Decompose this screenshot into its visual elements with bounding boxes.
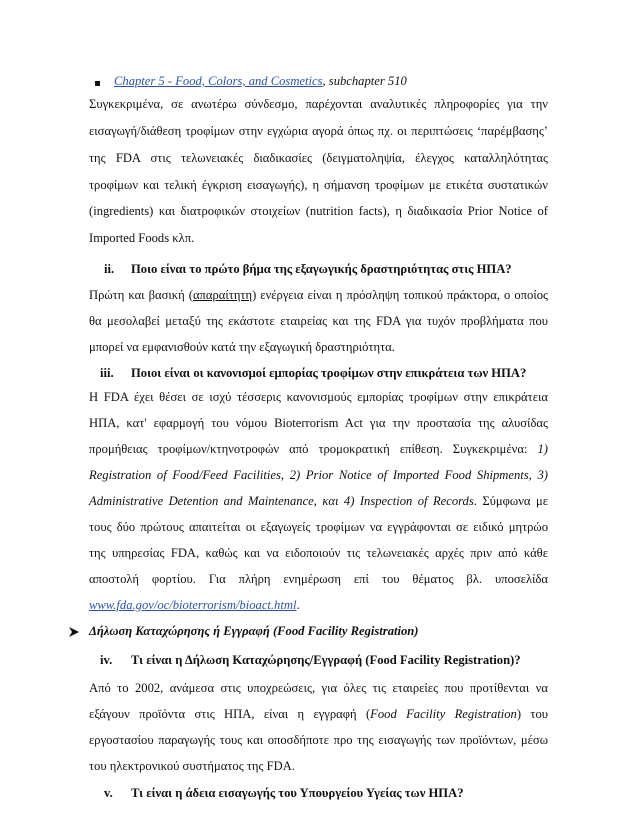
chapter-suffix: , subchapter 510 bbox=[322, 74, 407, 88]
q2-line: μπορεί να εμφανισθούν κατά την εξαγωγική δραστηριότητα. bbox=[89, 340, 395, 354]
q3-line: ΗΠΑ, κατ' εφαρμογή του νόμου Bioterrorism Act για την προστασία της αλυσίδας bbox=[89, 416, 548, 430]
q2-heading: Ποιο είναι το πρώτο βήμα της εξαγωγικής δραστηριότητας στις ΗΠΑ? bbox=[131, 262, 512, 276]
q3-line: της υπηρεσίας FDA, καθώς και να ειδοποιούν τις τελωνειακές αρχές πριν από κάθε bbox=[89, 546, 548, 560]
q3-line: www.fda.gov/oc/bioterrorism/bioact.html. bbox=[89, 598, 300, 612]
required-emphasis: απαραίτητη bbox=[192, 288, 253, 302]
bullet-line bbox=[114, 74, 407, 89]
q4-number: iv. bbox=[100, 653, 113, 667]
q4-line: Από το 2002, ανάμεσα στις υποχρεώσεις, για όλες τις εταιρείες που προτίθενται να bbox=[89, 681, 548, 695]
q4-line: του ηλεκτρονικού συστήματος της FDA. bbox=[89, 759, 295, 773]
q4-line: εξάγουν προϊόντα στις ΗΠΑ, είναι η εγγραφή (Food Facility Registration) του bbox=[89, 707, 548, 721]
arrow-bullet-icon bbox=[68, 626, 80, 638]
q4-heading: Τι είναι η Δήλωση Καταχώρησης/Εγγραφή (Food Facility Registration)? bbox=[131, 653, 521, 667]
q3-line: Registration of Food/Feed Facilities, 2) Prior Notice of Imported Food Shipments, 3) bbox=[89, 468, 548, 482]
q5-number: v. bbox=[104, 786, 113, 800]
para1-line: Imported Foods κλπ. bbox=[89, 231, 195, 245]
q3-line: Administrative Detention and Maintenance, και 4) Inspection of Records. Σύμφωνα με bbox=[89, 494, 548, 508]
q4-line: εργοστασίου παραγωγής τους και οποσδήποτε προ της εισαγωγής των προϊόντων, μέσω bbox=[89, 733, 548, 747]
q3-line: προμήθειας τροφίμων/κτηνοτροφών από τρομοκρατική επίθεση. Συγκεκριμένα: 1) bbox=[89, 442, 548, 456]
para1-line: (ingredients) και διατροφικών στοιχείων (nutrition facts), η διαδικασία Prior Notice of bbox=[89, 204, 548, 218]
chapter-link[interactable]: Chapter 5 - Food, Colors, and Cosmetics bbox=[114, 74, 323, 88]
para1-line: τροφίμων και τελική έγκριση εισαγωγής), η σήμανση τροφίμων με ετικέτα συστατικών bbox=[89, 178, 548, 192]
q2-line: Πρώτη και βασική (απαραίτητη) ενέργεια είναι η πρόσληψη τοπικού πράκτορα, ο οποίος bbox=[89, 288, 548, 302]
q3-heading: Ποιοι είναι οι κανονισμοί εμπορίας τροφίμων στην επικράτεια των ΗΠΑ? bbox=[131, 366, 527, 380]
section-heading: Δήλωση Καταχώρησης ή Εγγραφή (Food Facility Registration) bbox=[89, 624, 419, 638]
square-bullet-icon bbox=[95, 81, 100, 86]
q3-line: Η FDA έχει θέσει σε ισχύ τέσσερις κανονισμούς εμπορίας τροφίμων στην επικράτεια bbox=[89, 390, 548, 404]
q2-line: θα μεσολαβεί μεταξύ της εκάστοτε εταιρείας και της FDA για τυχόν προβλήματα που bbox=[89, 314, 549, 328]
para1-line: Συγκεκριμένα, σε ανωτέρω σύνδεσμο, παρέχονται αναλυτικές πληροφορίες για την bbox=[89, 97, 548, 111]
q3-line: αποστολή φορτίου. Για πλήρη ενημέρωση επί του θέματος βλ. υποσελίδα bbox=[89, 572, 548, 586]
q5-heading: Τι είναι η άδεια εισαγωγής του Υπουργείου Υγείας των ΗΠΑ? bbox=[131, 786, 464, 800]
para1-line: εισαγωγή/διάθεση τροφίμων στην εγχώρια αγορά όπως πχ. οι περιπτώσεις ‘παρέμβασης’ bbox=[89, 124, 548, 138]
para1-line: της FDA στις τελωνειακές διαδικασίες (δειγματοληψία, έλεγχος καταλληλότητας bbox=[89, 151, 548, 165]
q2-number: ii. bbox=[104, 262, 115, 276]
bioact-link[interactable]: www.fda.gov/oc/bioterrorism/bioact.html bbox=[89, 598, 297, 612]
q3-line: τους δύο πρώτους απαιτείται οι εξαγωγείς τροφίμων να εγγράφονται σε ειδικό μητρώο bbox=[89, 520, 548, 534]
q3-number: iii. bbox=[100, 366, 114, 380]
